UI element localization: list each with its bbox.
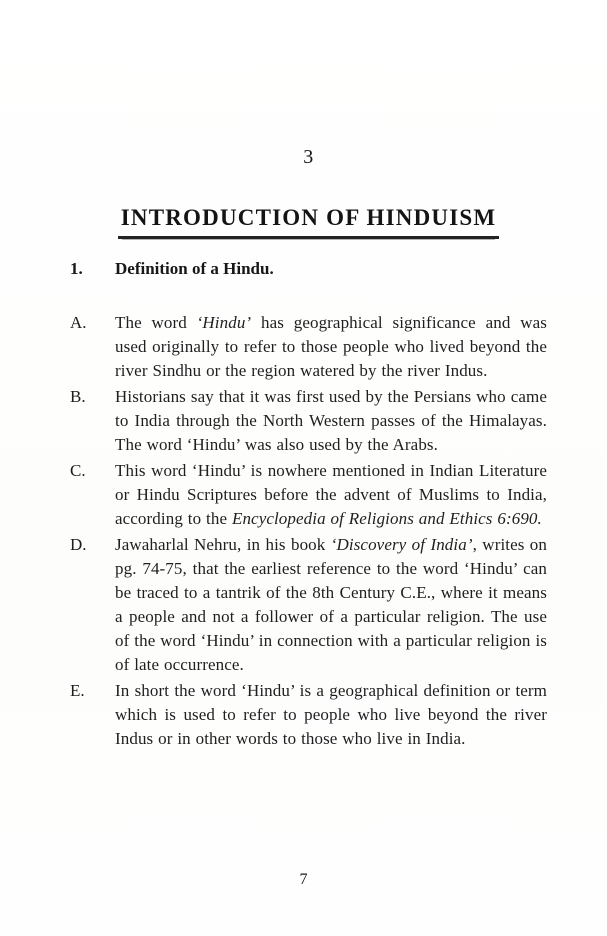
item-label: A. bbox=[70, 313, 87, 332]
definition-list bbox=[70, 311, 547, 751]
chapter-title-wrap bbox=[70, 204, 547, 239]
section-title: Definition of a Hindu. bbox=[115, 259, 274, 278]
item-label: D. bbox=[70, 535, 87, 554]
section-number: 1. bbox=[70, 259, 83, 278]
chapter-title: INTRODUCTION OF HINDUISM bbox=[118, 204, 500, 239]
item-text: The word ‘Hindu’ has geographical significance and was used originally to refer to those people who lived beyond the river Sindhu or the region watered by the river Indus. bbox=[115, 313, 547, 380]
section-heading bbox=[70, 257, 547, 281]
list-item bbox=[70, 311, 547, 383]
item-label: B. bbox=[70, 387, 86, 406]
item-text: This word ‘Hindu’ is nowhere mentioned in Indian Literature or Hindu Scriptures before the advent of Muslims to India, according to the Encyclopedia of Religions and Ethics 6:690. bbox=[115, 461, 547, 528]
page-number: 7 bbox=[299, 871, 308, 888]
item-label: E. bbox=[70, 681, 85, 700]
chapter-number: 3 bbox=[303, 146, 314, 168]
list-item bbox=[70, 385, 547, 457]
list-item bbox=[70, 533, 547, 677]
list-item bbox=[70, 679, 547, 751]
item-text: Jawaharlal Nehru, in his book ‘Discovery of India’, writes on pg. 74-75, that the earliest reference to the word ‘Hindu’ can be traced to a tantrik of the 8th Century C.E., where it means a people and not a follower of a particular religion. The use of the word ‘Hindu’ in connection with a particular religion is of late occurrence. bbox=[115, 535, 548, 674]
item-text: In short the word ‘Hindu’ is a geographical definition or term which is used to refer to people who live beyond the river Indus or in other words to those who live in India. bbox=[115, 681, 547, 748]
item-label: C. bbox=[70, 461, 86, 480]
item-text: Historians say that it was first used by the Persians who came to India through the North Western passes of the Himalayas. The word ‘Hindu’ was also used by the Arabs. bbox=[115, 387, 547, 454]
page-content bbox=[70, 145, 547, 751]
list-item bbox=[70, 459, 547, 531]
